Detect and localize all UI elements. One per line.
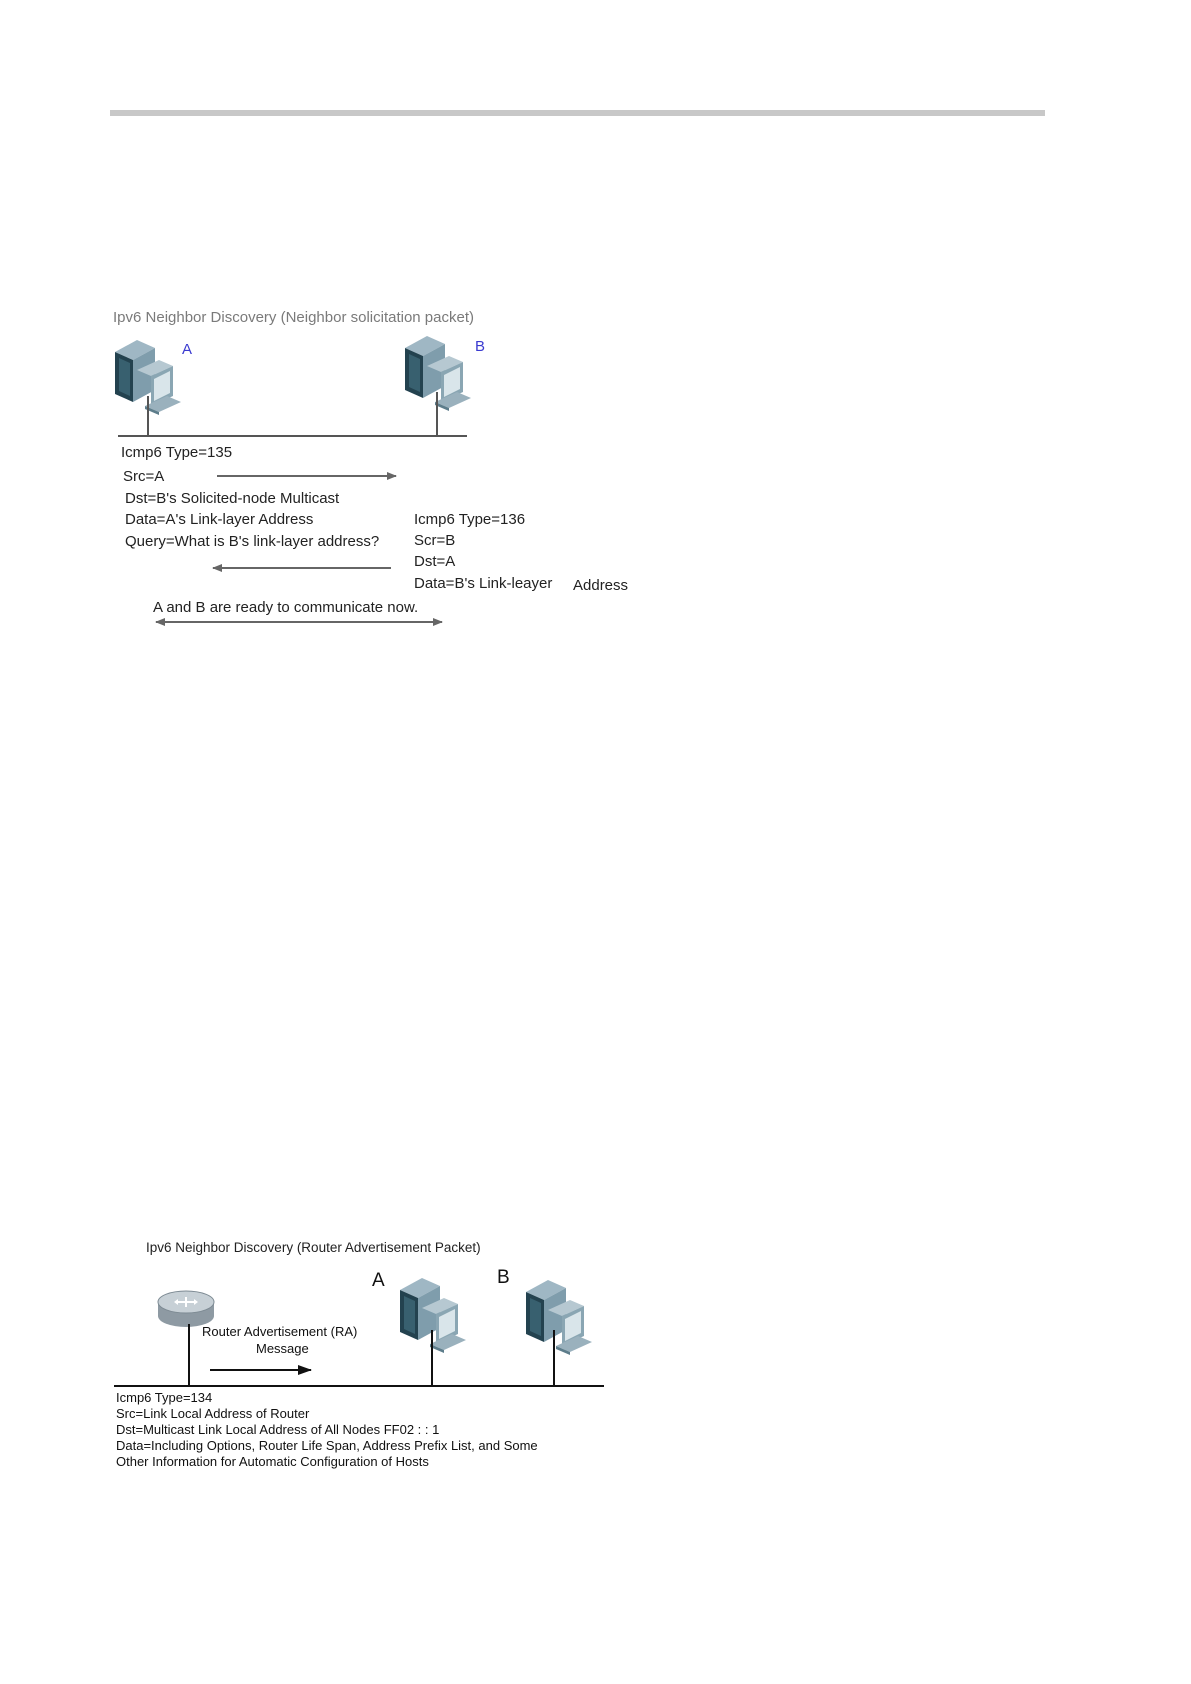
ra-message-line1: Router Advertisement (RA) [202,1324,358,1339]
reply-data: Data=B's Link-leayer [414,575,553,592]
packet-src: Src=Link Local Address of Router [116,1406,310,1421]
packet-type: Icmp6 Type=134 [116,1390,213,1405]
node-a-label: A [182,341,193,358]
reply-type: Icmp6 Type=136 [414,511,526,528]
request-query: Query=What is B's link-layer address? [125,533,380,550]
ready-text: A and B are ready to communicate now. [153,599,419,616]
computer-icon [526,1280,592,1355]
reply-src: Scr=B [414,532,456,549]
node-b-label: B [497,1267,510,1288]
ra-message-line2: Message [256,1341,309,1356]
node-b-label: B [475,338,486,355]
request-dst: Dst=B's Solicited-node Multicast [125,490,340,507]
request-src: Src=A [123,468,165,485]
router-advertisement-diagram [114,1240,604,1469]
node-a-label: A [372,1270,385,1291]
request-type: Icmp6 Type=135 [121,444,233,461]
reply-dst: Dst=A [414,553,456,570]
packet-data-line2: Other Information for Automatic Configuration of Hosts [116,1454,429,1469]
request-data: Data=A's Link-layer Address [125,511,314,528]
diagram1-title: Ipv6 Neighbor Discovery (Neighbor solicitation packet) [113,309,474,326]
neighbor-solicitation-diagram [113,309,628,622]
packet-data-line1: Data=Including Options, Router Life Span, Address Prefix List, and Some [116,1438,538,1453]
reply-data-tail: Address [573,577,629,594]
router-icon [158,1291,214,1327]
packet-dst: Dst=Multicast Link Local Address of All Nodes FF02 : : 1 [116,1422,440,1437]
diagram2-title: Ipv6 Neighbor Discovery (Router Advertisement Packet) [146,1240,481,1255]
